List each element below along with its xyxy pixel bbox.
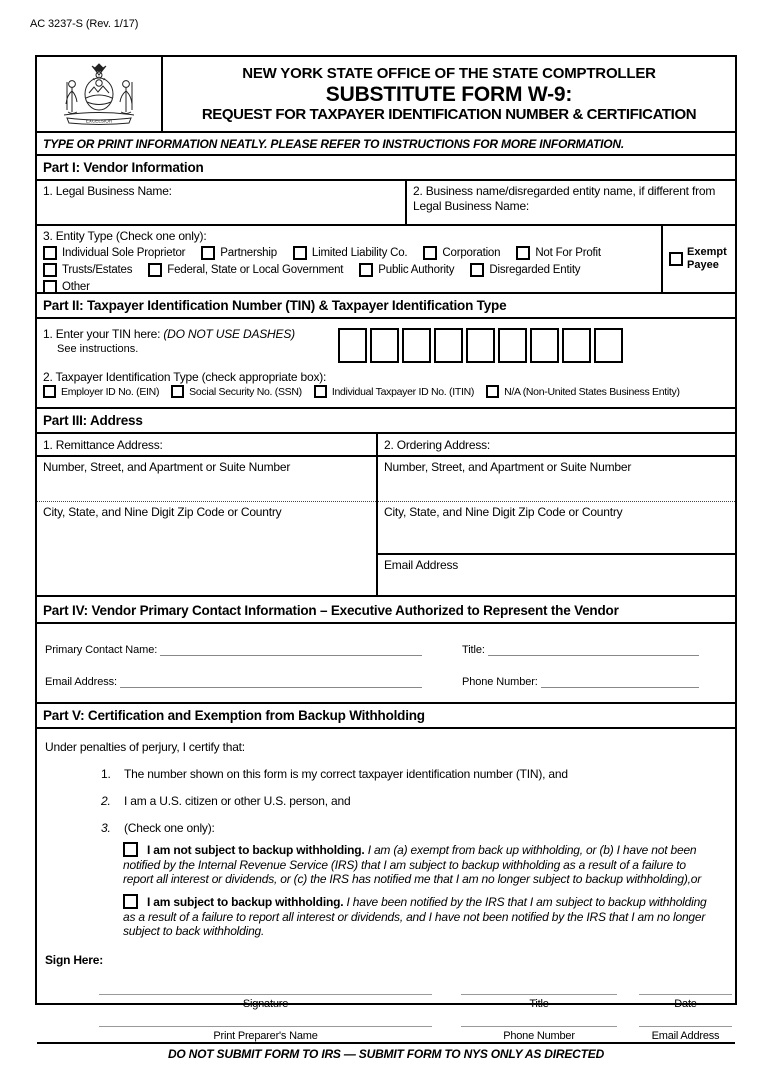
entity-type-options [37,226,661,292]
contact-row-1 [45,643,699,656]
entity-option-trusts-estates[interactable] [43,263,132,277]
part5-header: Part V: Certification and Exemption from Backup Withholding [37,702,735,727]
part4-header: Part IV: Vendor Primary Contact Information – Executive Authorized to Represent the Vendor [37,595,735,622]
item-text: (Check one only): [124,821,215,835]
entity-type-label: 3. Entity Type (Check one only): [43,229,207,243]
tin-digit-boxes [338,328,623,363]
footer-notice: DO NOT SUBMIT FORM TO IRS — SUBMIT FORM TO NYS ONLY AS DIRECTED [37,1042,735,1065]
other-entity-input-line[interactable] [110,282,298,293]
tin-label [43,327,295,341]
id-type-option-ein[interactable] [43,385,159,398]
email-address-group [45,675,422,688]
tin-digit-box-1[interactable] [338,328,367,363]
entity-option-label: Partnership [220,247,277,259]
id-type-options [43,385,735,398]
logo-cell [37,57,163,131]
certification-intro: Under penalties of perjury, I certify that: [45,740,245,754]
entity-option-label: Not For Profit [535,247,601,259]
item-text: The number shown on this form is my correct taxpayer identification number (TIN), and [124,767,568,781]
id-type-option-label: N/A (Non-United States Business Entity) [504,385,680,398]
phone-number-input-line[interactable] [541,675,699,688]
checkbox-icon[interactable] [516,246,530,260]
legal-business-name-field[interactable]: 1. Legal Business Name: [37,181,407,224]
entity-option-individual-sole-proprietor[interactable] [43,246,185,260]
entity-option-not-for-profit[interactable] [516,246,601,260]
title-input-line[interactable] [488,643,699,656]
primary-contact-name-label: Primary Contact Name: [45,644,158,656]
item-number: 1. [101,767,111,781]
entity-option-public-authority[interactable] [359,263,454,277]
form-subtitle: REQUEST FOR TAXPAYER IDENTIFICATION NUMBER & CERTIFICATION [201,105,697,123]
email-address-label: Email Address: [45,676,117,688]
id-type-option-label: Individual Taxpayer ID No. (ITIN) [331,385,475,398]
subject-checkbox[interactable] [123,894,138,909]
tin-digit-box-6[interactable] [498,328,527,363]
entity-option-label: Corporation [442,247,501,259]
id-type-option-na-non-us[interactable] [486,385,680,398]
ordering-address-label: 2. Ordering Address: [378,434,735,457]
checkbox-icon[interactable] [201,246,215,260]
form-title: SUBSTITUTE FORM W-9: [325,83,573,107]
part2-body [37,317,735,407]
checkbox-icon[interactable] [470,263,484,277]
signature-field[interactable]: Signature [99,994,432,1010]
tin-digit-box-8[interactable] [562,328,591,363]
svg-text:EXCELSIOR: EXCELSIOR [85,118,113,124]
entity-option-federal-state-local-government[interactable] [148,263,343,277]
part2-header: Part II: Taxpayer Identification Number (TIN) & Taxpayer Identification Type [37,292,735,317]
tin-digit-box-9[interactable] [594,328,623,363]
not-subject-backup-withholding-option [123,842,719,887]
entity-option-corporation[interactable] [423,246,500,260]
checkbox-icon[interactable] [148,263,162,277]
tin-digit-box-5[interactable] [466,328,495,363]
phone-number-label: Phone Number: [462,676,538,688]
entity-option-label: Other [62,281,90,293]
tin-see-instructions: See instructions. [57,343,139,355]
option-italic-text: I have been notified by the IRS that I am subject to backup withholding as a result of a failure to report all interest or dividends, and I have not been notified by the IRS that I am no longer subject to back withholding. [123,894,707,939]
remittance-street-field[interactable]: Number, Street, and Apartment or Suite Number [37,457,376,502]
tin-label-text: 1. Enter your TIN here: [43,327,161,341]
remittance-city-field[interactable]: City, State, and Nine Digit Zip Code or Country [43,505,282,519]
exempt-payee-cell [661,226,735,292]
tin-no-dashes-note: (DO NOT USE DASHES) [163,327,295,341]
tin-digit-box-3[interactable] [402,328,431,363]
tin-digit-box-7[interactable] [530,328,559,363]
id-type-label: 2. Taxpayer Identification Type (check appropriate box): [43,370,327,384]
entity-option-label: Disregarded Entity [489,264,581,276]
entity-option-label: Federal, State or Local Government [167,264,344,276]
new-york-state-coat-of-arms-icon [49,62,149,126]
option-italic-text: I am (a) exempt from back up withholding, or (b) I have not been notified by the Internal Revenue Service (IRS) that I am subject to backup withholding as a result of a failure to report all interest or dividends, or (c) the IRS has notified me that I am no longer subject to backup withholding),or [123,843,702,887]
subject-backup-withholding-option [123,894,719,939]
ordering-email-field[interactable]: Email Address [384,558,459,572]
phone-number-field[interactable]: Phone Number [461,1026,617,1042]
instruction-bar: TYPE OR PRINT INFORMATION NEATLY. PLEASE REFER TO INSTRUCTIONS FOR MORE INFORMATION. [37,131,735,154]
remittance-address-column [37,434,378,595]
part1-header: Part I: Vendor Information [37,154,735,179]
sign-here-label: Sign Here: [45,952,104,967]
email-address-field[interactable]: Email Address [639,1026,732,1042]
ordering-address-column [378,434,735,595]
option-bold-text: I am subject to backup withholding. [147,894,344,909]
email-address-input-line[interactable] [120,675,422,688]
address-section [37,432,735,595]
title-label: Title: [462,644,485,656]
id-type-option-itin[interactable] [314,385,474,398]
certification-item-2 [101,794,735,808]
option-bold-text: I am not subject to backup withholding. [147,843,365,857]
entity-options-row1 [43,246,661,260]
tin-digit-box-2[interactable] [370,328,399,363]
part3-header: Part III: Address [37,407,735,432]
form-container [35,55,737,1062]
checkbox-icon[interactable] [486,385,499,398]
phone-number-group [462,675,699,688]
checkbox-icon[interactable] [43,385,56,398]
checkbox-icon[interactable] [43,246,57,260]
certification-item-3 [101,821,735,835]
remittance-address-label: 1. Remittance Address: [37,434,376,457]
entity-options-row2 [43,263,661,277]
document-number: AC 3237-S (Rev. 1/17) [30,18,139,30]
signature-row-2 [99,1026,735,1042]
checkbox-icon[interactable] [423,246,437,260]
entity-option-partnership[interactable] [201,246,277,260]
ordering-street-field[interactable]: Number, Street, and Apartment or Suite Number [378,457,735,502]
title-group [462,643,699,656]
checkbox-icon[interactable] [359,263,373,277]
print-preparers-name-field[interactable]: Print Preparer's Name [99,1026,432,1042]
checkbox-icon[interactable] [171,385,184,398]
form-header [37,57,735,131]
item-text: I am a U.S. citizen or other U.S. person, and [124,794,351,808]
id-type-option-ssn[interactable] [171,385,302,398]
contact-row-2 [45,675,699,688]
checkbox-icon[interactable] [43,263,57,277]
entity-option-label: Public Authority [378,264,455,276]
checkbox-icon[interactable] [314,385,327,398]
entity-option-label: Individual Sole Proprietor [62,247,186,259]
entity-option-label: Trusts/Estates [62,264,133,276]
part1-name-row [37,179,735,224]
entity-type-section [37,224,735,292]
signature-row-1 [99,994,735,1010]
part4-body [37,622,735,702]
entity-option-disregarded-entity[interactable] [470,263,580,277]
id-type-option-label: Employer ID No. (EIN) [61,385,160,398]
date-field[interactable]: Date [639,994,732,1010]
exempt-payee-label: Exempt Payee [687,245,727,271]
title-field[interactable]: Title [461,994,617,1010]
checkbox-icon[interactable] [293,246,307,260]
id-type-option-label: Social Security No. (SSN) [189,385,302,398]
entity-option-limited-liability-co[interactable] [293,246,408,260]
part5-body [37,727,735,1042]
agency-name: NEW YORK STATE OFFICE OF THE STATE COMPTROLLER [242,65,656,83]
item-number: 2. [101,794,111,808]
ordering-city-field[interactable]: City, State, and Nine Digit Zip Code or Country [378,502,735,555]
exempt-payee-checkbox[interactable] [669,252,683,266]
form-title-block [163,57,735,131]
item-number: 3. [101,821,111,835]
entity-option-label: Limited Liability Co. [311,247,408,259]
tin-digit-box-4[interactable] [434,328,463,363]
certification-item-1 [101,767,735,781]
primary-contact-name-input-line[interactable] [160,643,422,656]
not-subject-checkbox[interactable] [123,842,138,857]
business-name-field[interactable]: 2. Business name/disregarded entity name, if different from Legal Business Name: [413,184,716,213]
primary-contact-name-group [45,643,422,656]
